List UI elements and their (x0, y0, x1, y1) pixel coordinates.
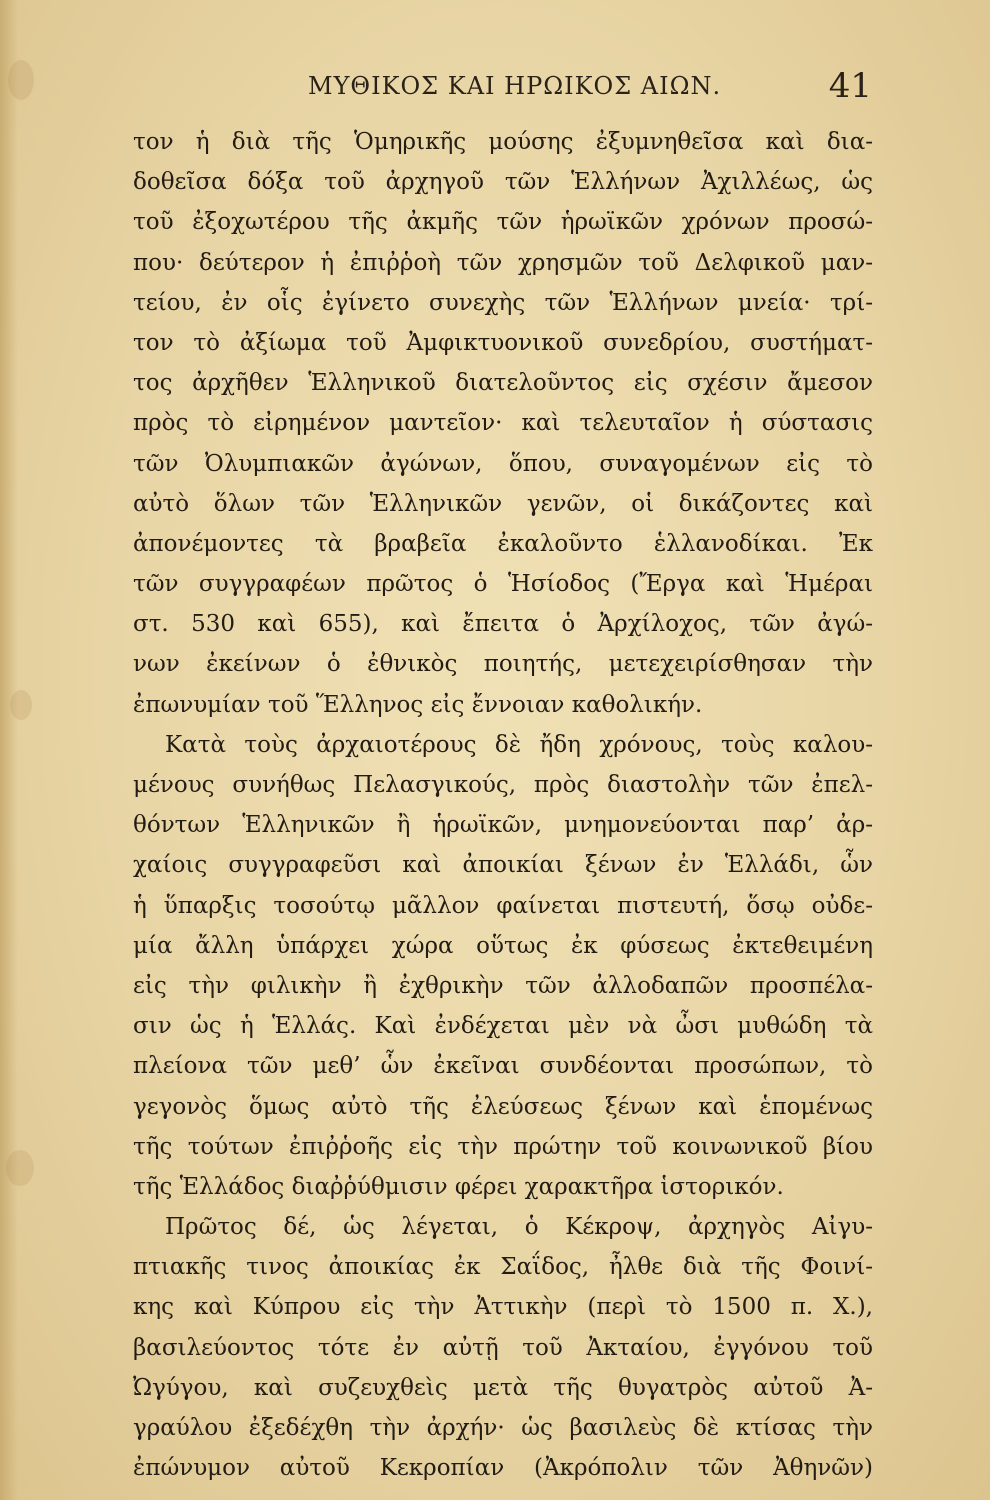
text-line: τος ἀρχῆθεν Ἑλληνικοῦ διατελοῦντος εἰς σχέσιν ἄμεσον (133, 370, 873, 397)
paragraph-first-line: Κατὰ τοὺς ἀρχαιοτέρους δὲ ἤδη χρόνους, τοὺς καλου- (165, 731, 873, 758)
text-line: μία ἄλλη ὑπάρχει χώρα οὕτως ἐκ φύσεως ἐκτεθειμένη (133, 932, 873, 959)
text-line: ἡ ὕπαρξις τοσούτῳ μᾶλλον φαίνεται πιστευτή, ὅσῳ οὐδε- (133, 892, 873, 919)
text-line: χαίοις συγγραφεῦσι καὶ ἀποικίαι ξένων ἐν Ἑλλάδι, ὧν (133, 852, 873, 879)
page-edge-shadow (0, 0, 18, 1500)
text-line: κης καὶ Κύπρου εἰς τὴν Ἀττικὴν (περὶ τὸ 1500 π. Χ.), (133, 1294, 873, 1321)
text-line: στ. 530 καὶ 655), καὶ ἔπειτα ὁ Ἀρχίλοχος, τῶν ἀγώ- (133, 611, 873, 638)
text-line: πρὸς τὸ εἰρημένον μαντεῖον· καὶ τελευταῖον ἡ σύστασις (133, 410, 873, 437)
text-line: τῆς τούτων ἐπιῤῥοῆς εἰς τὴν πρώτην τοῦ κοινωνικοῦ βίου (133, 1133, 873, 1160)
text-line: αὐτὸ ὅλων τῶν Ἑλληνικῶν γενῶν, οἱ δικάζοντες καὶ (133, 490, 873, 517)
paragraph-last-line: τῆς Ἑλλάδος διαῤῥύθμισιν φέρει χαρακτῆρα ἱστορικόν. (133, 1173, 784, 1200)
paper-stain (6, 1150, 34, 1186)
text-line: που· δεύτερον ἡ ἐπιῤῥοὴ τῶν χρησμῶν τοῦ Δελφικοῦ μαν- (133, 249, 873, 276)
paper-stain (8, 60, 34, 100)
page-header (140, 66, 880, 110)
text-line: εἰς τὴν φιλικὴν ἢ ἐχθρικὴν τῶν ἀλλοδαπῶν προσπέλα- (133, 972, 873, 999)
text-line: Ὠγύγου, καὶ συζευχθεὶς μετὰ τῆς θυγατρὸς αὐτοῦ Ἀ- (133, 1374, 873, 1401)
paragraph-last-line: ἐπωνυμίαν τοῦ Ἕλληνος εἰς ἔννοιαν καθολικήν. (133, 691, 703, 718)
text-line: τον τὸ ἀξίωμα τοῦ Ἀμφικτυονικοῦ συνεδρίου, συστήματ- (133, 329, 873, 356)
text-line: ἐπώνυμον αὐτοῦ Κεκροπίαν (Ἀκρόπολιν τῶν Ἀθηνῶν) (133, 1455, 873, 1482)
text-line: τον ἡ διὰ τῆς Ὁμηρικῆς μούσης ἐξυμνηθεῖσα καὶ δια- (133, 129, 873, 155)
text-line: νων ἐκείνων ὁ ἐθνικὸς ποιητής, μετεχειρίσθησαν τὴν (133, 651, 873, 678)
text-line: τοῦ ἐξοχωτέρου τῆς ἀκμῆς τῶν ἡρωϊκῶν χρόνων προσώ- (133, 209, 873, 236)
text-line: μένους συνήθως Πελασγικούς, πρὸς διαστολὴν τῶν ἐπελ- (133, 772, 873, 798)
paper-stain (10, 690, 32, 720)
text-line: δοθεῖσα δόξα τοῦ ἀρχηγοῦ τῶν Ἑλλήνων Ἀχιλλέως, ὡς (133, 169, 873, 196)
paragraph-first-line: Πρῶτος δέ, ὡς λέγεται, ὁ Κέκροψ, ἀρχηγὸς Αἰγυ- (165, 1214, 873, 1241)
running-title: ΜΥΘΙΚΟΣ ΚΑΙ ΗΡΩΙΚΟΣ ΑΙΩΝ. (308, 72, 722, 100)
text-line: πλείονα τῶν μεθ’ ὧν ἐκεῖναι συνδέονται προσώπων, τὸ (133, 1053, 873, 1080)
text-line: τῶν συγγραφέων πρῶτος ὁ Ἡσίοδος (Ἔργα καὶ Ἡμέραι (133, 571, 873, 598)
text-line: βασιλεύοντος τότε ἐν αὐτῇ τοῦ Ἀκταίου, ἐγγόνου τοῦ (133, 1334, 873, 1361)
text-line: τείου, ἐν οἷς ἐγίνετο συνεχὴς τῶν Ἑλλήνων μνεία· τρί- (133, 289, 873, 316)
body-text (133, 122, 873, 1488)
text-line: ἀπονέμοντες τὰ βραβεῖα ἐκαλοῦντο ἑλλανοδίκαι. Ἐκ (133, 530, 873, 557)
text-line: θόντων Ἑλληνικῶν ἢ ἡρωϊκῶν, μνημονεύονται παρ’ ἀρ- (133, 812, 873, 839)
text-line: πτιακῆς τινος ἀποικίας ἐκ Σαΐδος, ἦλθε διὰ τῆς Φοινί- (133, 1254, 873, 1281)
page-number: 41 (828, 66, 872, 106)
text-line: γεγονὸς ὅμως αὐτὸ τῆς ἐλεύσεως ξένων καὶ ἑπομένως (133, 1093, 873, 1120)
text-line: γραύλου ἐξεδέχθη τὴν ἀρχήν· ὡς βασιλεὺς δὲ κτίσας τὴν (133, 1415, 873, 1441)
text-line: σιν ὡς ἡ Ἑλλάς. Καὶ ἐνδέχεται μὲν νὰ ὦσι μυθώδη τὰ (133, 1013, 873, 1040)
text-line: τῶν Ὀλυμπιακῶν ἀγώνων, ὅπου, συναγομένων εἰς τὸ (133, 450, 873, 477)
